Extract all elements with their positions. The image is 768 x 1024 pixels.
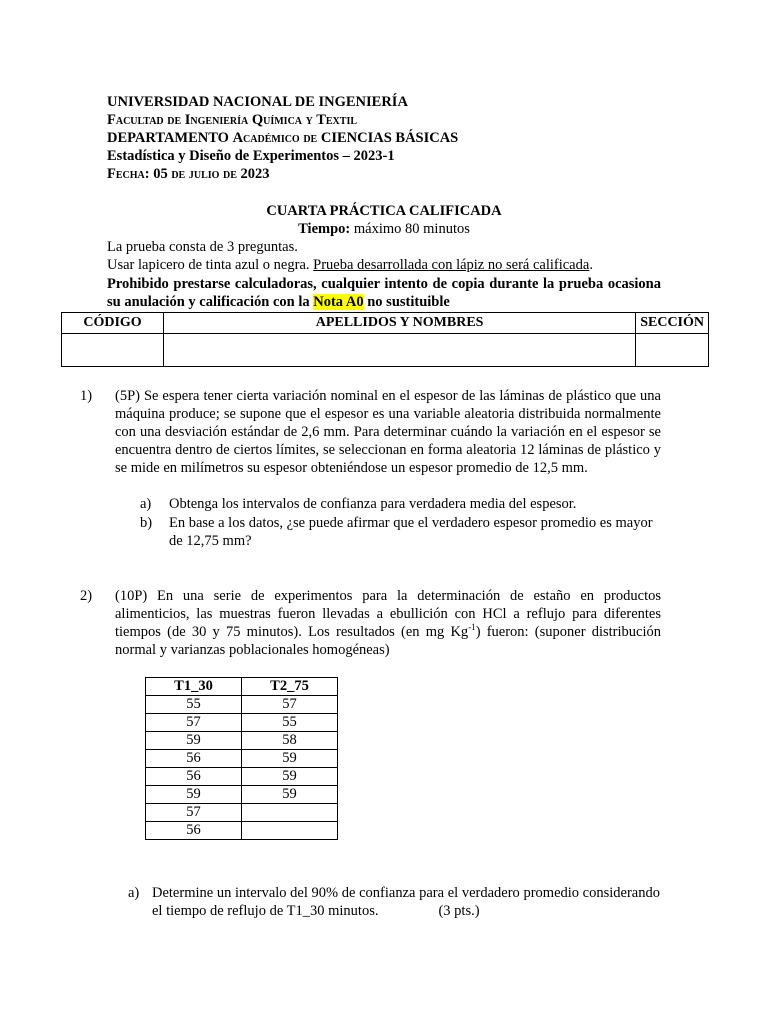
question-2a-body: Determine un intervalo del 90% de confianza para el verdadero promedio considerando el tiempo de reflujo de T1_30 minutos. [152, 885, 660, 919]
question-2-superscript: -1 [468, 622, 476, 633]
question-1-text: (5P) Se espera tener cierta variación nominal en el espesor de las láminas de plástico que una máquina produce; se supone que el espesor es una variable aleatoria distribuida normalmente con una desviación estándar de 2,6 mm. Para determinar cuándo la variación en el espesor se encuentra dentro de ciertos límites, se seleccionan en forma aleatoria 12 láminas de plástico y se mide en milímetros su espesor obteniéndose un espesor promedio de 12,5 mm. [115, 388, 661, 476]
table-row [146, 732, 338, 750]
cell-t2: 55 [242, 714, 338, 732]
warning-text-b: no sustituible [363, 294, 450, 310]
question-1-number: 1) [80, 388, 93, 404]
cell-t2 [242, 822, 338, 840]
question-1a-label: a) [140, 496, 152, 512]
university-name: UNIVERSIDAD NACIONAL DE INGENIERÍA [107, 94, 408, 110]
question-2-text [115, 587, 661, 659]
header-t2-75: T2_75 [242, 678, 338, 696]
col-seccion-header: SECCIÓN [636, 313, 709, 334]
codigo-cell[interactable] [62, 334, 164, 367]
cell-t1: 57 [146, 714, 242, 732]
table-row [146, 696, 338, 714]
instruction-pen [107, 256, 661, 274]
date-label: Fecha: [107, 166, 150, 182]
table-row [146, 804, 338, 822]
question-1b-text: En base a los datos, ¿se puede afirmar que el verdadero espesor promedio es mayor de 12,75 mm? [169, 515, 653, 549]
student-id-table [61, 312, 709, 367]
table-row [146, 786, 338, 804]
question-2-text-a: (10P) En una serie de experimentos para la determinación de estaño en productos alimenticios, las muestras fueron llevadas a ebullición con HCl a reflujo para diferentes tiempos (de 30 y 75 minutos). Los resultados (en mg Kg [115, 588, 661, 640]
exam-date [107, 165, 270, 183]
cell-t1: 57 [146, 804, 242, 822]
question-1a-text: Obtenga los intervalos de confianza para verdadera media del espesor. [169, 496, 577, 512]
question-2a-points: (3 pts.) [438, 903, 480, 919]
instruction-questions: La prueba consta de 3 preguntas. [107, 239, 298, 255]
table-row [146, 714, 338, 732]
question-2a-text [152, 884, 660, 920]
department-part-2: Académico de [232, 130, 318, 146]
col-codigo-header: CÓDIGO [62, 313, 164, 334]
cell-t2: 59 [242, 786, 338, 804]
department-part-3: CIENCIAS BÁSICAS [317, 130, 459, 146]
time-label: Tiempo: [298, 221, 351, 237]
warning-highlight: Nota A0 [313, 294, 364, 310]
time-value: máximo 80 minutos [350, 221, 470, 237]
cell-t2: 58 [242, 732, 338, 750]
seccion-cell[interactable] [636, 334, 709, 367]
cell-t1: 56 [146, 822, 242, 840]
exam-time [0, 220, 768, 238]
tin-results-table [145, 677, 338, 840]
instruction-pen-c: . [589, 257, 593, 273]
cell-t2: 59 [242, 768, 338, 786]
cell-t2 [242, 804, 338, 822]
warning-text-a: Prohibido prestarse calculadoras, cualquier intento de copia durante la prueba ocasiona su anulación y calificación con la [107, 276, 661, 310]
cell-t2: 59 [242, 750, 338, 768]
table-row [146, 822, 338, 840]
cell-t1: 56 [146, 750, 242, 768]
question-1b-label: b) [140, 515, 153, 531]
question-2-number: 2) [80, 588, 93, 604]
table-row [146, 750, 338, 768]
cell-t1: 56 [146, 768, 242, 786]
date-value: 05 de julio de 2023 [149, 166, 270, 182]
department-name [107, 129, 458, 147]
exam-title: CUARTA PRÁCTICA CALIFICADA [266, 203, 502, 219]
instruction-warning [107, 275, 661, 311]
department-part-1: DEPARTAMENTO [107, 130, 233, 146]
col-nombres-header: APELLIDOS Y NOMBRES [164, 313, 636, 334]
cell-t1: 55 [146, 696, 242, 714]
course-name: Estadística y Diseño de Experimentos – 2023-1 [107, 148, 395, 164]
header-t1-30: T1_30 [146, 678, 242, 696]
nombres-cell[interactable] [164, 334, 636, 367]
cell-t2: 57 [242, 696, 338, 714]
question-2a-label: a) [128, 885, 140, 901]
faculty-name: Facultad de Ingeniería Química y Textil [107, 112, 358, 128]
instruction-pen-a: Usar lapicero de tinta azul o negra. [107, 257, 314, 273]
cell-t1: 59 [146, 732, 242, 750]
table-row [146, 768, 338, 786]
cell-t1: 59 [146, 786, 242, 804]
question-2-text-b: ) fueron: (suponer distribución normal y varianzas poblacionales homogéneas) [115, 624, 661, 658]
instruction-pen-b: Prueba desarrollada con lápiz no será calificada [313, 257, 590, 273]
